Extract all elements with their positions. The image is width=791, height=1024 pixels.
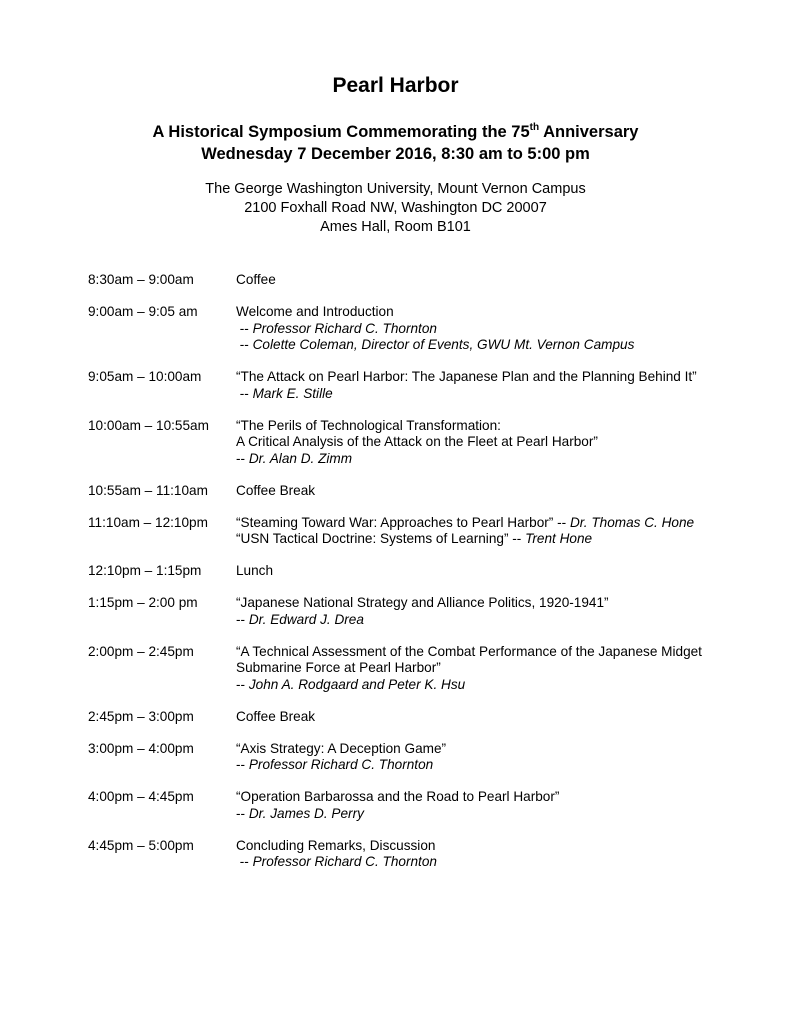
schedule-time: 1:15pm – 2:00 pm (88, 595, 198, 610)
schedule-line (236, 451, 768, 468)
schedule-time: 9:05am – 10:00am (88, 369, 202, 384)
schedule-time: 4:00pm – 4:45pm (88, 789, 194, 804)
schedule-line (236, 321, 768, 338)
schedule-line (236, 854, 768, 871)
speaker-name: Dr. Thomas C. Hone (569, 514, 695, 530)
schedule-row (88, 789, 768, 822)
session-title: “Operation Barbarossa and the Road to Pearl Harbor” (236, 789, 560, 804)
schedule-time: 2:45pm – 3:00pm (88, 708, 194, 724)
speaker-dash: -- (236, 757, 249, 772)
speaker-dash: -- (236, 450, 249, 466)
schedule-list (88, 272, 768, 886)
schedule-line (236, 789, 768, 806)
schedule-line (236, 369, 768, 386)
speaker-name: Professor Richard C. Thornton (248, 757, 434, 772)
subtitle-text: A Historical Symposium Commemorating the 75 (152, 123, 530, 141)
schedule-line (236, 709, 768, 726)
page-title: Pearl Harbor (332, 74, 459, 97)
session-title: “The Perils of Technological Transformation: (236, 417, 501, 433)
speaker-dash: -- (236, 854, 253, 869)
schedule-line (236, 757, 768, 774)
schedule-line (236, 838, 768, 855)
schedule-row (88, 644, 768, 694)
schedule-line (236, 418, 768, 435)
schedule-row (88, 595, 768, 628)
schedule-content (236, 563, 768, 580)
session-title: “A Technical Assessment of the Combat Performance of the Japanese Midget (236, 643, 702, 659)
schedule-content (236, 838, 768, 871)
schedule-line (236, 644, 768, 661)
schedule-content (236, 418, 768, 468)
schedule-row (88, 272, 768, 289)
schedule-row (88, 838, 768, 871)
session-title: “Axis Strategy: A Deception Game” (236, 740, 447, 756)
speaker-name: Dr. Edward J. Drea (248, 611, 364, 627)
schedule-time: 2:00pm – 2:45pm (88, 643, 194, 659)
schedule-row (88, 418, 768, 468)
schedule-line (236, 563, 768, 580)
schedule-line (236, 660, 768, 677)
schedule-line (236, 677, 768, 694)
schedule-time: 3:00pm – 4:00pm (88, 740, 194, 756)
schedule-content (236, 741, 768, 774)
schedule-content (236, 483, 768, 500)
speaker-name: Colette Coleman, Director of Events, GWU Mt. Vernon Campus (252, 337, 635, 352)
speaker-name: Mark E. Stille (252, 385, 333, 401)
schedule-content (236, 304, 768, 354)
schedule-row (88, 369, 768, 402)
session-title: Coffee (236, 272, 276, 287)
speaker-name: Professor Richard C. Thornton (252, 854, 437, 869)
speaker-dash: -- (236, 805, 249, 821)
speaker-dash: -- (236, 337, 253, 352)
speaker-dash: -- (236, 676, 249, 692)
schedule-time: 12:10pm – 1:15pm (88, 563, 202, 578)
session-title: “Steaming Toward War: Approaches to Pearl Harbor” -- (236, 514, 570, 530)
speaker-dash: -- (236, 385, 253, 401)
schedule-row (88, 563, 768, 580)
venue-line-1: The George Washington University, Mount Vernon Campus (205, 181, 586, 197)
schedule-row (88, 483, 768, 500)
schedule-line (236, 304, 768, 321)
schedule-row (88, 515, 768, 548)
subtitle-line (0, 121, 791, 143)
schedule-time: 4:45pm – 5:00pm (88, 837, 194, 853)
session-title: “The Attack on Pearl Harbor: The Japanese Plan and the Planning Behind It” (236, 369, 697, 384)
venue-block (0, 180, 791, 237)
schedule-row (88, 304, 768, 354)
schedule-line (236, 483, 768, 500)
schedule-content (236, 709, 768, 726)
session-title: Welcome and Introduction (236, 304, 394, 319)
schedule-line (236, 515, 768, 532)
session-title: Concluding Remarks, Discussion (236, 837, 436, 853)
schedule-content (236, 515, 768, 548)
schedule-content (236, 644, 768, 694)
speaker-name: Professor Richard C. Thornton (252, 320, 437, 336)
schedule-line (236, 531, 768, 548)
venue-line-2: 2100 Foxhall Road NW, Washington DC 20007 (244, 200, 547, 216)
schedule-time: 10:55am – 11:10am (88, 482, 208, 498)
schedule-content (236, 272, 768, 289)
schedule-content (236, 789, 768, 822)
schedule-time: 10:00am – 10:55am (88, 417, 209, 433)
schedule-line (236, 337, 768, 354)
schedule-line (236, 806, 768, 823)
speaker-name: Dr. Alan D. Zimm (248, 450, 353, 466)
schedule-line (236, 612, 768, 629)
schedule-time: 9:00am – 9:05 am (88, 304, 198, 319)
schedule-time: 11:10am – 12:10pm (88, 514, 208, 530)
session-title: Coffee Break (236, 482, 316, 498)
session-title: Coffee Break (236, 708, 316, 724)
speaker-name: Trent Hone (525, 531, 593, 546)
session-title: “Japanese National Strategy and Alliance Politics, 1920-1941” (236, 595, 609, 610)
event-date: Wednesday 7 December 2016, 8:30 am to 5:00 pm (201, 145, 590, 163)
schedule-time: 8:30am – 9:00am (88, 272, 194, 287)
schedule-row (88, 741, 768, 774)
ordinal-suffix: th (529, 122, 540, 133)
schedule-line (236, 386, 768, 403)
venue-line-3: Ames Hall, Room B101 (320, 219, 471, 235)
schedule-line (236, 434, 768, 451)
speaker-name: John A. Rodgaard and Peter K. Hsu (248, 676, 466, 692)
schedule-content (236, 595, 768, 628)
speaker-name: Dr. James D. Perry (248, 805, 364, 821)
session-title: Lunch (236, 563, 274, 578)
schedule-line (236, 272, 768, 289)
event-subtitle (0, 121, 791, 165)
session-title: A Critical Analysis of the Attack on the Fleet at Pearl Harbor” (236, 434, 598, 449)
subtitle-text-end: Anniversary (539, 123, 639, 141)
schedule-row (88, 709, 768, 726)
schedule-line (236, 741, 768, 758)
speaker-dash: -- (236, 320, 253, 336)
speaker-dash: -- (236, 611, 249, 627)
session-title: Submarine Force at Pearl Harbor” (236, 660, 441, 675)
schedule-line (236, 595, 768, 612)
schedule-content (236, 369, 768, 402)
session-title: “USN Tactical Doctrine: Systems of Learning” -- (236, 531, 526, 546)
